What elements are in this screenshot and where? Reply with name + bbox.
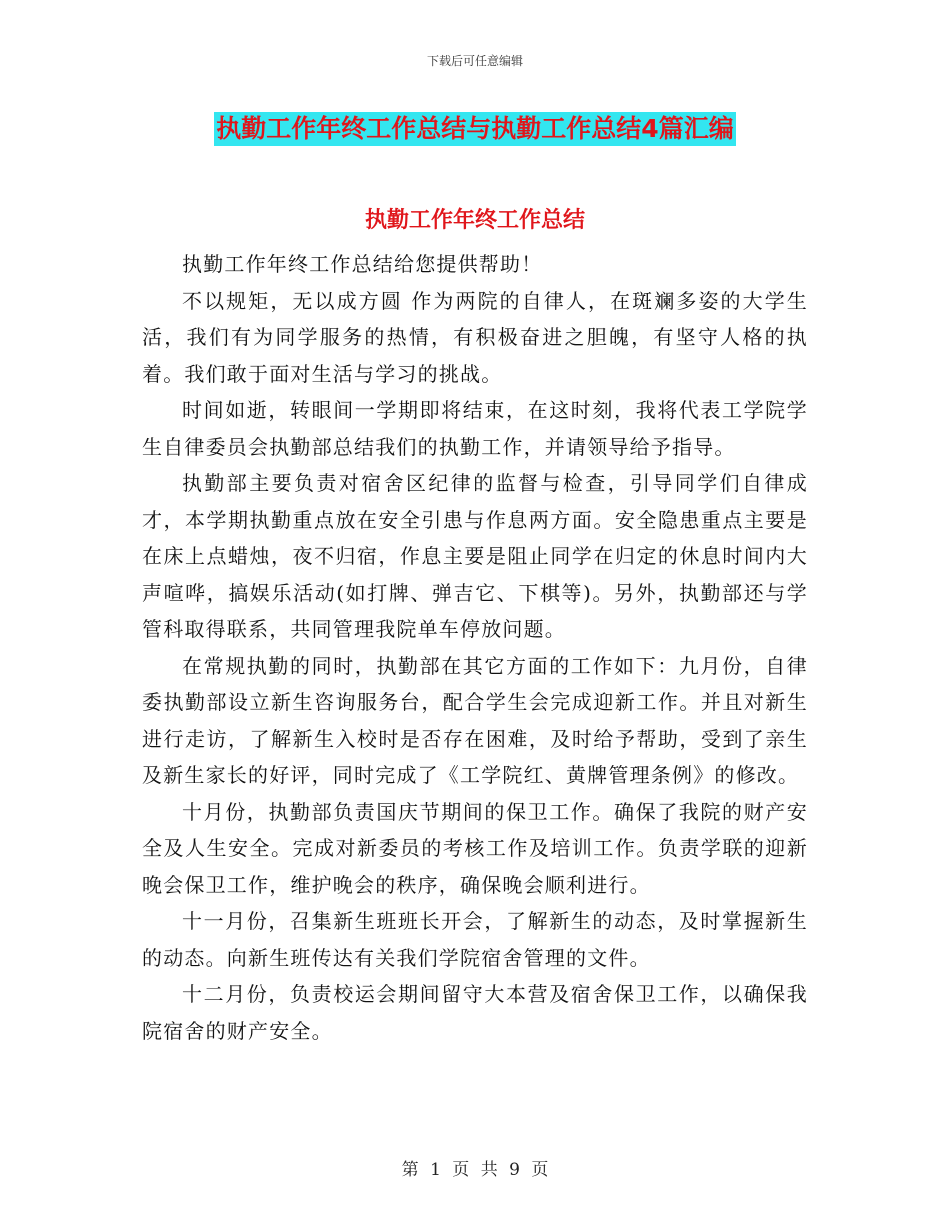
- document-body: [142, 246, 808, 1049]
- paragraph: 时间如逝，转眼间一学期即将结束，在这时刻，我将代表工学院学生自律委员会执勤部总结我们的执勤工作，并请领导给予指导。: [142, 398, 808, 459]
- paragraph: 十一月份，召集新生班班长开会，了解新生的动态，及时掌握新生的动态。向新生班传达有关我们学院宿舍管理的文件。: [142, 909, 808, 970]
- main-title-wrap: [0, 112, 950, 146]
- paragraph: 执勤工作年终工作总结给您提供帮助！: [182, 252, 543, 276]
- paragraph: 十二月份，负责校运会期间留守大本营及宿舍保卫工作，以确保我院宿舍的财产安全。: [142, 982, 808, 1043]
- paragraph: 在常规执勤的同时，执勤部在其它方面的工作如下：九月份，自律委执勤部设立新生咨询服务台，配合学生会完成迎新工作。并且对新生进行走访，了解新生入校时是否存在困难，及时给予帮助，受到了亲生及新生家长的好评，同时完成了《工学院红、黄牌管理条例》的修改。: [142, 653, 808, 787]
- paragraph: 执勤部主要负责对宿舍区纪律的监督与检查，引导同学们自律成才，本学期执勤重点放在安全引患与作息两方面。安全隐患重点主要是在床上点蜡烛，夜不归宿，作息主要是阻止同学在归定的休息时间内大声喧哗，搞娱乐活动(如打牌、弹吉它、下棋等)。另外，执勤部还与学管科取得联系，共同管理我院单车停放问题。: [142, 471, 808, 641]
- section-title: 执勤工作年终工作总结: [364, 208, 585, 233]
- main-title: 执勤工作年终工作总结与执勤工作总结4篇汇编: [214, 112, 735, 146]
- paragraph: 十月份，执勤部负责国庆节期间的保卫工作。确保了我院的财产安全及人生安全。完成对新委员的考核工作及培训工作。负责学联的迎新晚会保卫工作，维护晚会的秩序，确保晚会顺利进行。: [142, 799, 808, 897]
- page-number: 第 1 页 共 9 页: [401, 1160, 549, 1180]
- paragraph: 不以规矩，无以成方圆 作为两院的自律人，在斑斓多姿的大学生活，我们有为同学服务的热情，有积极奋进之胆魄，有坚守人格的执着。我们敢于面对生活与学习的挑战。: [142, 288, 808, 386]
- header-note: 下载后可任意编辑: [426, 54, 523, 68]
